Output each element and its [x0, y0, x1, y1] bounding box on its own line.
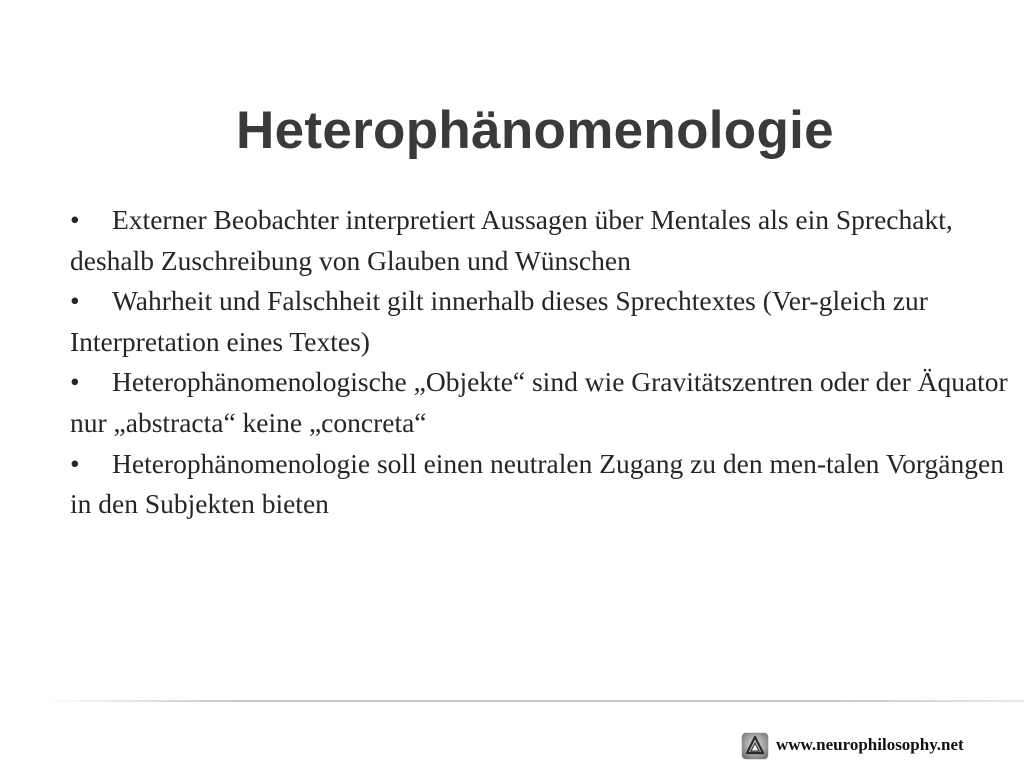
bullet-icon: • [70, 204, 80, 235]
footer-divider [40, 700, 1024, 702]
bullet-item [70, 444, 1010, 525]
bullet-text: Heterophänomenologie soll einen neutralen Zugang zu den men-talen Vorgängen in den Subjekten bieten [70, 447, 1004, 520]
slide-title: Heterophänomenologie [236, 101, 834, 160]
bullet-item [70, 362, 1010, 443]
bullet-icon: • [70, 285, 80, 317]
bullet-item [70, 200, 1010, 281]
bullet-text: Externer Beobachter interpretiert Aussagen über Mentales als ein Sprechakt, deshalb Zuschreibung von Glauben und Wünschen [70, 204, 953, 276]
neurophilosophy-logo-icon [742, 733, 768, 759]
footer-url-link[interactable]: www.neurophilosophy.net [776, 735, 964, 754]
bullet-text: Heterophänomenologische „Objekte“ sind wie Gravitätszentren oder der Äquator nur „abstracta“ keine „concreta“ [70, 366, 1008, 438]
bullet-icon: • [70, 447, 80, 479]
bullet-item [70, 281, 1010, 362]
bullet-icon: • [70, 366, 80, 398]
bullet-list [70, 200, 1010, 525]
bullet-text: Wahrheit und Falschheit gilt innerhalb dieses Sprechtextes (Ver-gleich zur Interpretation eines Textes) [70, 285, 928, 357]
